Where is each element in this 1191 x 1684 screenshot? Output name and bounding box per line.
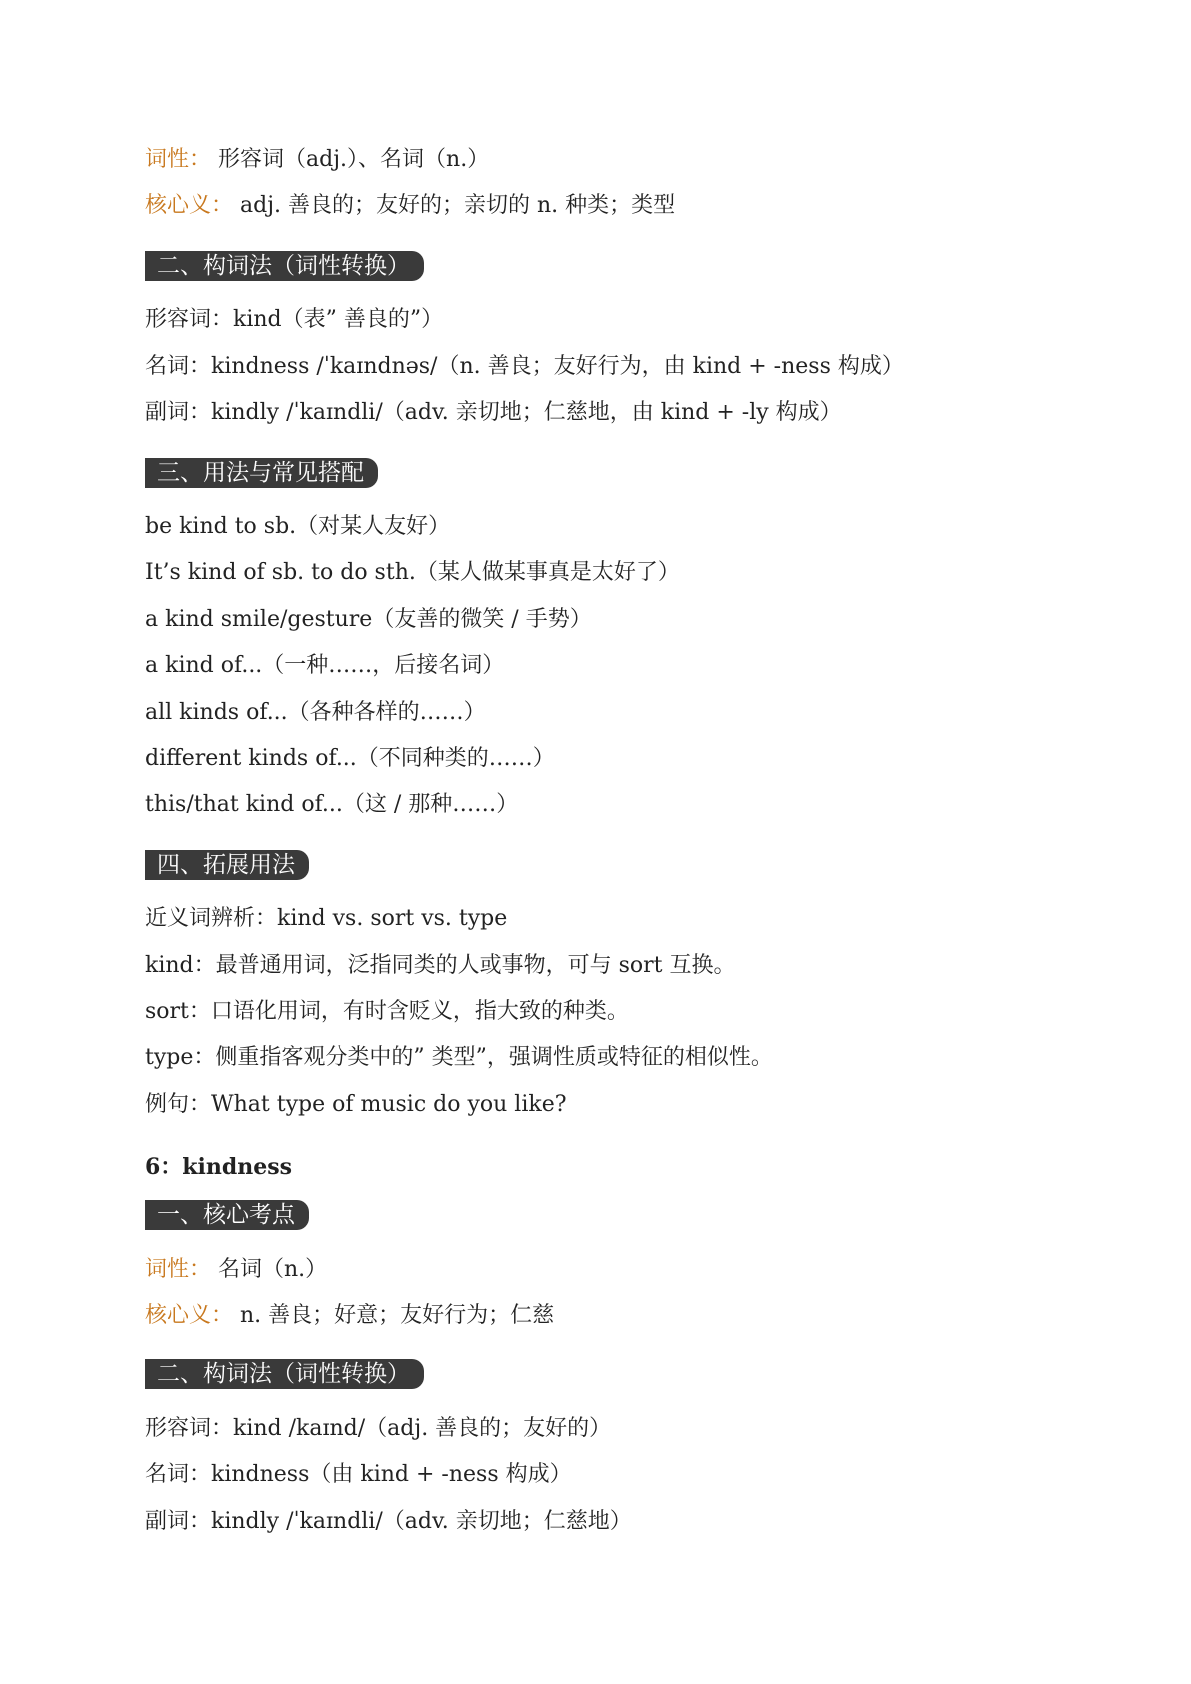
formation-line: 副词：kindly /ˈkaɪndli/（adv. 亲切地；仁慈地，由 kind + -ly 构成） <box>145 400 842 425</box>
pos-line <box>145 1255 327 1285</box>
pos-value: 形容词（adj.）、名词（n.） <box>218 147 490 172</box>
usage-line: be kind to sb.（对某人友好） <box>145 514 451 539</box>
section-heading-formation: 二、构词法（词性转换） <box>145 1359 424 1389</box>
section-heading-usage: 三、用法与常见搭配 <box>145 458 378 488</box>
section-heading-formation: 二、构词法（词性转换） <box>145 251 424 281</box>
formation-line: 副词：kindly /ˈkaɪndli/（adv. 亲切地；仁慈地） <box>145 1509 632 1534</box>
core-meaning-line <box>145 1301 554 1331</box>
extend-line: kind：最普通用词，泛指同类的人或事物，可与 sort 互换。 <box>145 953 736 978</box>
pos-line <box>145 145 489 175</box>
usage-line: a kind of...（一种……，后接名词） <box>145 653 505 678</box>
extend-line: type：侧重指客观分类中的” 类型”，强调性质或特征的相似性。 <box>145 1045 773 1070</box>
usage-line: different kinds of...（不同种类的……） <box>145 746 555 771</box>
section-heading-core: 一、核心考点 <box>145 1200 309 1230</box>
extend-line: sort：口语化用词，有时含贬义，指大致的种类。 <box>145 999 629 1024</box>
formation-line: 形容词：kind（表” 善良的”） <box>145 307 444 332</box>
section-heading-extend: 四、拓展用法 <box>145 850 309 880</box>
core-meaning-label: 核心义： <box>145 1303 234 1328</box>
core-meaning-line <box>145 191 675 221</box>
pos-value: 名词（n.） <box>218 1257 328 1282</box>
formation-line: 名词：kindness /ˈkaɪndnəs/（n. 善良；友好行为，由 kind + -ness 构成） <box>145 354 904 379</box>
core-meaning-value: adj. 善良的；友好的；亲切的 n. 种类；类型 <box>240 193 676 218</box>
usage-line: this/that kind of...（这 / 那种……） <box>145 792 519 817</box>
pos-label: 词性： <box>145 1257 212 1282</box>
formation-line: 名词：kindness（由 kind + -ness 构成） <box>145 1462 572 1487</box>
usage-line: all kinds of...（各种各样的……） <box>145 700 486 725</box>
usage-line: a kind smile/gesture（友善的微笑 / 手势） <box>145 607 592 632</box>
entry-heading: 6：kindness <box>145 1154 293 1180</box>
extend-line: 例句：What type of music do you like? <box>145 1092 567 1117</box>
core-meaning-value: n. 善良；好意；友好行为；仁慈 <box>240 1303 555 1328</box>
usage-line: It’s kind of sb. to do sth.（某人做某事真是太好了） <box>145 560 680 585</box>
formation-line: 形容词：kind /kaɪnd/（adj. 善良的；友好的） <box>145 1416 612 1441</box>
extend-line: 近义词辨析：kind vs. sort vs. type <box>145 906 508 931</box>
pos-label: 词性： <box>145 147 212 172</box>
core-meaning-label: 核心义： <box>145 193 234 218</box>
